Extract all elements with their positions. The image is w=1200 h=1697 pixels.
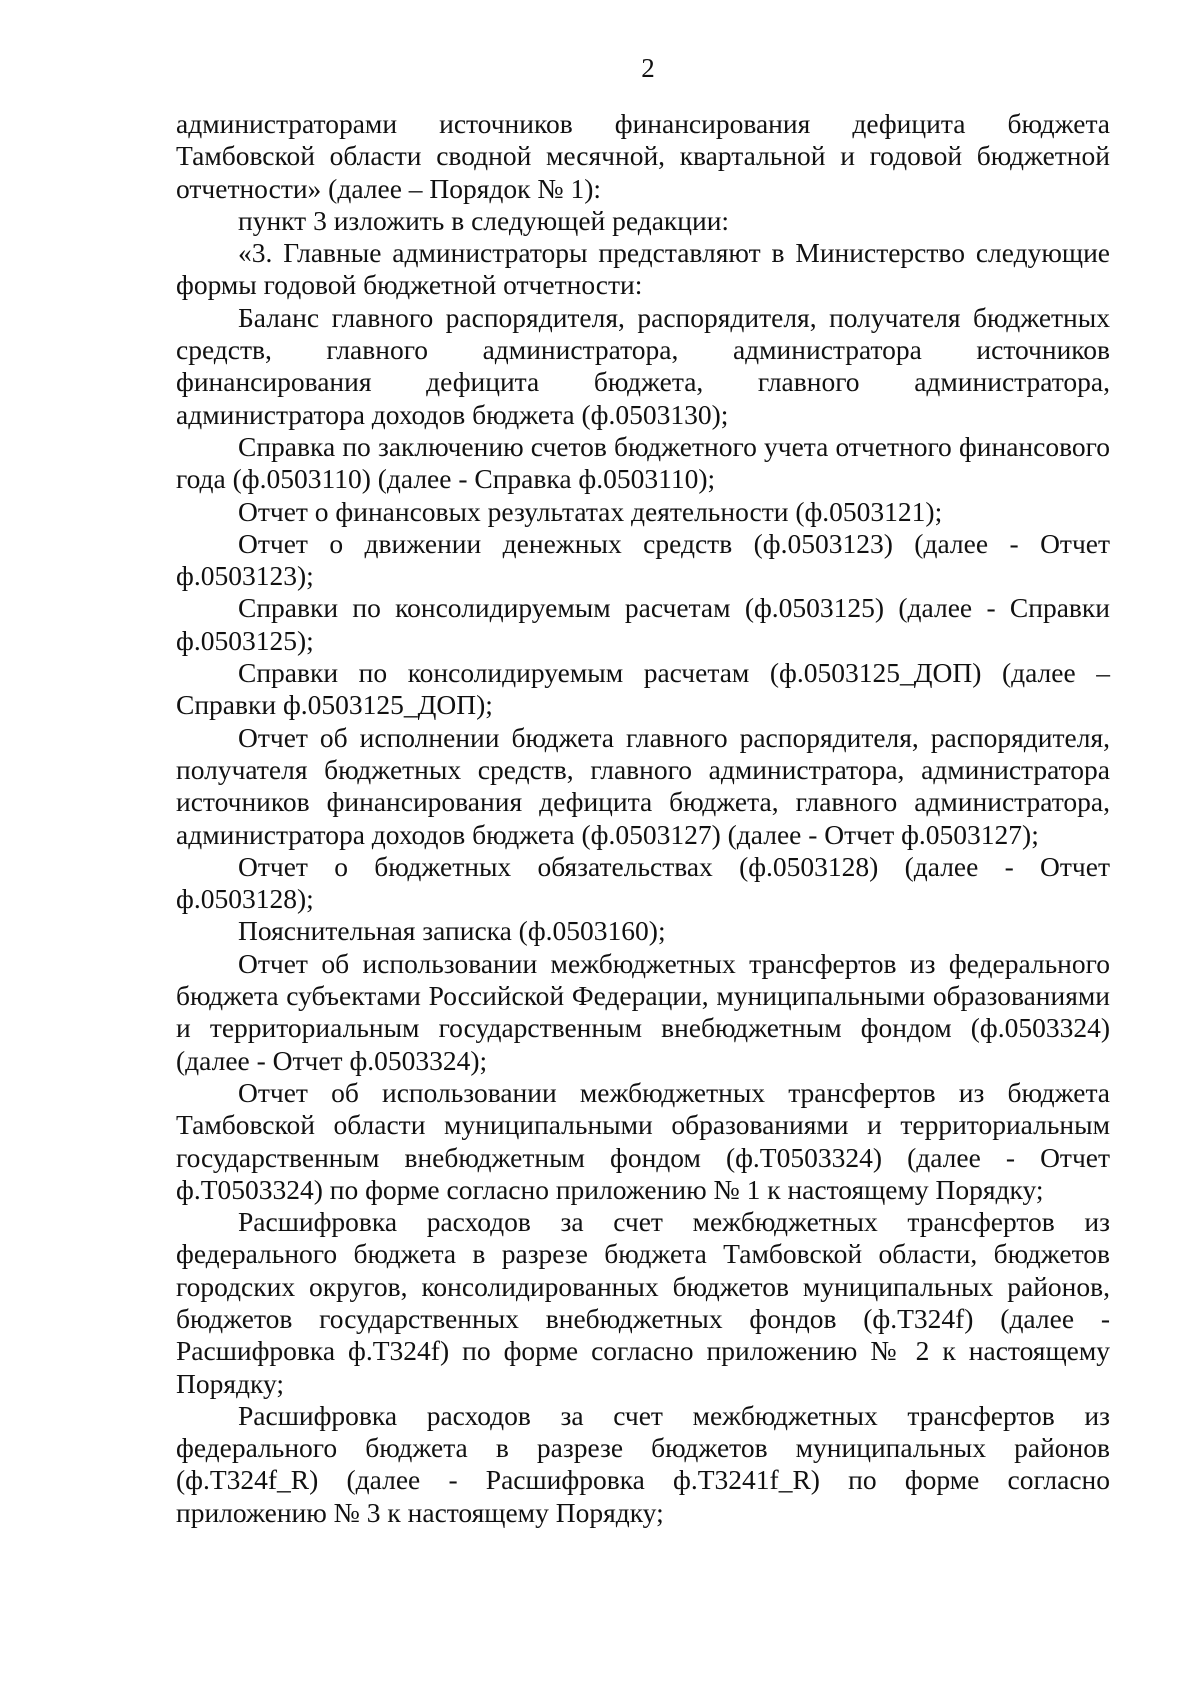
paragraph-references-0503125-dop: Справки по консолидируемым расчетам (ф.0503125_ДОП) (далее – Справки ф.0503125_ДОП); bbox=[176, 657, 1110, 721]
paragraph-continuation: администраторами источников финансирования дефицита бюджета Тамбовской области сводной месячной, квартальной и годовой бюджетной отчетности» (далее – Порядок № 1): bbox=[176, 108, 1110, 204]
paragraph-reference-0503110: Справка по заключению счетов бюджетного учета отчетного финансового года (ф.0503110) (далее - Справка ф.0503110); bbox=[176, 430, 1110, 495]
paragraph-breakdown-t324f-r: Расшифровка расходов за счет межбюджетных трансфертов из федерального бюджета в разрезе бюджетов муниципальных районов (ф.Т324f_R) (далее - Расшифровка ф.Т3241f_R) по форме согласно приложению № 3 к настоящему Порядку; bbox=[176, 1399, 1110, 1528]
paragraph-note-0503160: Пояснительная записка (ф.0503160); bbox=[238, 915, 666, 947]
paragraph-references-0503125: Справки по консолидируемым расчетам (ф.0503125) (далее - Справки ф.0503125); bbox=[176, 592, 1110, 656]
paragraph-item-3: «3. Главные администраторы представляют в Министерство следующие формы годовой бюджетной отчетности: bbox=[176, 237, 1110, 301]
paragraph-report-0503123: Отчет о движении денежных средств (ф.0503123) (далее - Отчет ф.0503123); bbox=[176, 527, 1110, 592]
paragraph-balance-0503130: Баланс главного распорядителя, распорядителя, получателя бюджетных средств, главного администратора, администратора источников финансирования дефицита бюджета, главного администратора, администратора доходов бюджета (ф.0503130); bbox=[176, 301, 1110, 430]
paragraph-breakdown-t324f: Расшифровка расходов за счет межбюджетных трансфертов из федерального бюджета в разрезе бюджета Тамбовской области, бюджетов городских округов, консолидированных бюджетов муниципальных районов, бюджетов государственных внебюджетных фондов (ф.Т324f) (далее - Расшифровка ф.Т324f) по форме согласно приложению № 2 к настоящему Порядку; bbox=[176, 1206, 1110, 1399]
paragraph-report-0503128: Отчет о бюджетных обязательствах (ф.0503128) (далее - Отчет ф.0503128); bbox=[176, 850, 1110, 915]
document-body bbox=[176, 108, 1110, 1529]
paragraph-report-0503127: Отчет об исполнении бюджета главного распорядителя, распорядителя, получателя бюджетных средств, главного администратора, администратора источников финансирования дефицита бюджета, главного администратора, администратора доходов бюджета (ф.0503127) (далее - Отчет ф.0503127); bbox=[176, 721, 1110, 850]
page-number: 2 bbox=[641, 53, 655, 83]
paragraph-amendment-intro: пункт 3 изложить в следующей редакции: bbox=[238, 204, 730, 236]
paragraph-report-t0503324: Отчет об использовании межбюджетных трансфертов из бюджета Тамбовской области муниципальными образованиями и территориальным государственным внебюджетным фондом (ф.Т0503324) (далее - Отчет ф.Т0503324) по форме согласно приложению № 1 к настоящему Порядку; bbox=[176, 1076, 1110, 1205]
paragraph-report-0503121: Отчет о финансовых результатах деятельности (ф.0503121); bbox=[238, 495, 943, 527]
paragraph-report-0503324: Отчет об использовании межбюджетных трансфертов из федерального бюджета субъектами Российской Федерации, муниципальными образованиями и территориальным государственным внебюджетным фондом (ф.0503324) (далее - Отчет ф.0503324); bbox=[176, 947, 1110, 1076]
